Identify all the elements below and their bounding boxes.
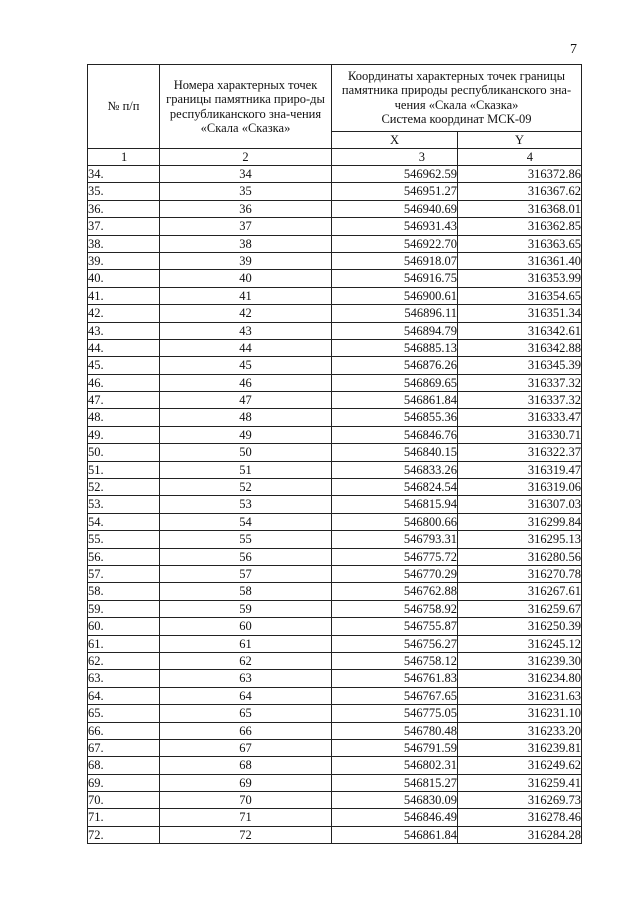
cell-row-number: 48.: [88, 409, 160, 426]
cell-y: 316345.39: [458, 357, 582, 374]
cell-x: 546876.26: [332, 357, 458, 374]
cell-row-number: 63.: [88, 670, 160, 687]
cell-y: 316259.41: [458, 774, 582, 791]
cell-row-number: 50.: [88, 444, 160, 461]
table-row: [88, 792, 582, 809]
table-row: [88, 618, 582, 635]
table-row: [88, 652, 582, 669]
cell-point-number: 37: [160, 218, 332, 235]
cell-row-number: 39.: [88, 252, 160, 269]
cell-row-number: 49.: [88, 426, 160, 443]
cell-row-number: 66.: [88, 722, 160, 739]
cell-x: 546916.75: [332, 270, 458, 287]
cell-x: 546824.54: [332, 479, 458, 496]
header-x: X: [332, 132, 458, 149]
cell-y: 316250.39: [458, 618, 582, 635]
cell-row-number: 54.: [88, 513, 160, 530]
cell-y: 316342.61: [458, 322, 582, 339]
cell-row-number: 62.: [88, 652, 160, 669]
cell-point-number: 67: [160, 739, 332, 756]
cell-y: 316233.20: [458, 722, 582, 739]
cell-x: 546918.07: [332, 252, 458, 269]
cell-x: 546894.79: [332, 322, 458, 339]
table-row: [88, 774, 582, 791]
cell-point-number: 60: [160, 618, 332, 635]
cell-x: 546846.49: [332, 809, 458, 826]
cell-row-number: 35.: [88, 183, 160, 200]
cell-row-number: 65.: [88, 705, 160, 722]
table-row: [88, 548, 582, 565]
table-row: [88, 513, 582, 530]
page-number: 7: [570, 42, 577, 57]
table-row: [88, 496, 582, 513]
cell-point-number: 34: [160, 166, 332, 183]
table-row: [88, 461, 582, 478]
cell-row-number: 52.: [88, 479, 160, 496]
cell-row-number: 53.: [88, 496, 160, 513]
cell-x: 546758.12: [332, 652, 458, 669]
cell-y: 316231.10: [458, 705, 582, 722]
header-coordinates: [332, 65, 582, 132]
cell-row-number: 56.: [88, 548, 160, 565]
cell-y: 316372.86: [458, 166, 582, 183]
cell-y: 316319.47: [458, 461, 582, 478]
cell-x: 546758.92: [332, 600, 458, 617]
cell-point-number: 42: [160, 305, 332, 322]
cell-x: 546840.15: [332, 444, 458, 461]
cell-row-number: 40.: [88, 270, 160, 287]
cell-point-number: 38: [160, 235, 332, 252]
table-row: [88, 670, 582, 687]
table-row: [88, 757, 582, 774]
column-index: 4: [458, 149, 582, 166]
cell-point-number: 68: [160, 757, 332, 774]
table-row: [88, 739, 582, 756]
cell-point-number: 55: [160, 531, 332, 548]
cell-point-number: 62: [160, 652, 332, 669]
cell-y: 316337.32: [458, 374, 582, 391]
cell-point-number: 52: [160, 479, 332, 496]
table-row: [88, 426, 582, 443]
cell-point-number: 40: [160, 270, 332, 287]
cell-x: 546885.13: [332, 339, 458, 356]
table-row: [88, 200, 582, 217]
table-row: [88, 322, 582, 339]
cell-row-number: 47.: [88, 392, 160, 409]
cell-x: 546770.29: [332, 565, 458, 582]
cell-x: 546815.94: [332, 496, 458, 513]
cell-x: 546931.43: [332, 218, 458, 235]
table-row: [88, 565, 582, 582]
cell-y: 316239.30: [458, 652, 582, 669]
cell-row-number: 44.: [88, 339, 160, 356]
cell-x: 546830.09: [332, 792, 458, 809]
cell-y: 316342.88: [458, 339, 582, 356]
cell-x: 546767.65: [332, 687, 458, 704]
cell-row-number: 67.: [88, 739, 160, 756]
cell-y: 316270.78: [458, 565, 582, 582]
cell-point-number: 63: [160, 670, 332, 687]
cell-point-number: 50: [160, 444, 332, 461]
cell-point-number: 48: [160, 409, 332, 426]
cell-y: 316259.67: [458, 600, 582, 617]
cell-y: 316330.71: [458, 426, 582, 443]
cell-point-number: 49: [160, 426, 332, 443]
cell-x: 546900.61: [332, 287, 458, 304]
cell-row-number: 51.: [88, 461, 160, 478]
cell-x: 546762.88: [332, 583, 458, 600]
column-index: 2: [160, 149, 332, 166]
cell-row-number: 59.: [88, 600, 160, 617]
cell-y: 316337.32: [458, 392, 582, 409]
cell-row-number: 43.: [88, 322, 160, 339]
cell-row-number: 57.: [88, 565, 160, 582]
cell-y: 316280.56: [458, 548, 582, 565]
table-row: [88, 287, 582, 304]
header-point-numbers: Номера характерных точек границы памятника приро-ды республиканского зна-чения «Скала «Сказка»: [160, 65, 332, 149]
cell-x: 546775.72: [332, 548, 458, 565]
cell-y: 316322.37: [458, 444, 582, 461]
table-row: [88, 374, 582, 391]
cell-x: 546815.27: [332, 774, 458, 791]
cell-point-number: 53: [160, 496, 332, 513]
cell-row-number: 36.: [88, 200, 160, 217]
cell-x: 546833.26: [332, 461, 458, 478]
cell-row-number: 55.: [88, 531, 160, 548]
cell-y: 316363.65: [458, 235, 582, 252]
cell-row-number: 72.: [88, 826, 160, 843]
table-row: [88, 339, 582, 356]
cell-point-number: 72: [160, 826, 332, 843]
column-index: 1: [88, 149, 160, 166]
cell-x: 546755.87: [332, 618, 458, 635]
cell-row-number: 42.: [88, 305, 160, 322]
cell-row-number: 61.: [88, 635, 160, 652]
cell-y: 316368.01: [458, 200, 582, 217]
cell-y: 316307.03: [458, 496, 582, 513]
cell-row-number: 58.: [88, 583, 160, 600]
table-row: [88, 600, 582, 617]
cell-y: 316351.34: [458, 305, 582, 322]
cell-row-number: 45.: [88, 357, 160, 374]
table-row: [88, 687, 582, 704]
cell-point-number: 45: [160, 357, 332, 374]
cell-row-number: 70.: [88, 792, 160, 809]
table-row: [88, 444, 582, 461]
cell-y: 316362.85: [458, 218, 582, 235]
table-row: [88, 409, 582, 426]
table-row: [88, 809, 582, 826]
cell-row-number: 71.: [88, 809, 160, 826]
cell-row-number: 60.: [88, 618, 160, 635]
cell-x: 546962.59: [332, 166, 458, 183]
table-row: [88, 357, 582, 374]
table-row: [88, 166, 582, 183]
cell-y: 316354.65: [458, 287, 582, 304]
cell-point-number: 59: [160, 600, 332, 617]
cell-point-number: 46: [160, 374, 332, 391]
cell-y: 316361.40: [458, 252, 582, 269]
cell-y: 316295.13: [458, 531, 582, 548]
table-row: [88, 722, 582, 739]
cell-row-number: 69.: [88, 774, 160, 791]
cell-point-number: 47: [160, 392, 332, 409]
cell-y: 316284.28: [458, 826, 582, 843]
column-index: 3: [332, 149, 458, 166]
cell-row-number: 68.: [88, 757, 160, 774]
table-row: [88, 270, 582, 287]
table-row: [88, 583, 582, 600]
cell-y: 316231.63: [458, 687, 582, 704]
cell-point-number: 56: [160, 548, 332, 565]
cell-point-number: 43: [160, 322, 332, 339]
cell-y: 316234.80: [458, 670, 582, 687]
cell-x: 546846.76: [332, 426, 458, 443]
cell-point-number: 57: [160, 565, 332, 582]
cell-x: 546791.59: [332, 739, 458, 756]
table-row: [88, 635, 582, 652]
header-coordinates-title: Координаты характерных точек границы памятника природы республиканского зна-чения «Скала «Сказка»: [341, 69, 572, 112]
cell-point-number: 61: [160, 635, 332, 652]
cell-x: 546861.84: [332, 392, 458, 409]
table-body: [88, 166, 582, 844]
header-y: Y: [458, 132, 582, 149]
cell-y: 316319.06: [458, 479, 582, 496]
cell-x: 546896.11: [332, 305, 458, 322]
table-row: [88, 531, 582, 548]
cell-x: 546922.70: [332, 235, 458, 252]
cell-point-number: 64: [160, 687, 332, 704]
table-row: [88, 392, 582, 409]
table-row: [88, 183, 582, 200]
cell-x: 546800.66: [332, 513, 458, 530]
cell-x: 546802.31: [332, 757, 458, 774]
cell-x: 546861.84: [332, 826, 458, 843]
cell-x: 546756.27: [332, 635, 458, 652]
cell-point-number: 66: [160, 722, 332, 739]
table-row: [88, 252, 582, 269]
table-row: [88, 705, 582, 722]
table-row: [88, 218, 582, 235]
cell-y: 316249.62: [458, 757, 582, 774]
cell-row-number: 41.: [88, 287, 160, 304]
cell-point-number: 70: [160, 792, 332, 809]
cell-point-number: 71: [160, 809, 332, 826]
cell-y: 316278.46: [458, 809, 582, 826]
cell-x: 546951.27: [332, 183, 458, 200]
cell-row-number: 37.: [88, 218, 160, 235]
cell-y: 316269.73: [458, 792, 582, 809]
table-row: [88, 479, 582, 496]
cell-x: 546793.31: [332, 531, 458, 548]
cell-row-number: 34.: [88, 166, 160, 183]
cell-y: 316299.84: [458, 513, 582, 530]
cell-x: 546940.69: [332, 200, 458, 217]
cell-row-number: 38.: [88, 235, 160, 252]
coordinates-table: [87, 64, 582, 844]
cell-point-number: 58: [160, 583, 332, 600]
cell-x: 546780.48: [332, 722, 458, 739]
table-row: [88, 305, 582, 322]
cell-y: 316245.12: [458, 635, 582, 652]
cell-point-number: 36: [160, 200, 332, 217]
header-coordinate-system: Система координат МСК-09: [381, 112, 532, 127]
table-row: [88, 826, 582, 843]
cell-y: 316267.61: [458, 583, 582, 600]
cell-x: 546761.83: [332, 670, 458, 687]
cell-y: 316353.99: [458, 270, 582, 287]
cell-x: 546775.05: [332, 705, 458, 722]
cell-point-number: 35: [160, 183, 332, 200]
cell-x: 546855.36: [332, 409, 458, 426]
cell-y: 316333.47: [458, 409, 582, 426]
cell-x: 546869.65: [332, 374, 458, 391]
cell-point-number: 51: [160, 461, 332, 478]
cell-row-number: 64.: [88, 687, 160, 704]
cell-point-number: 41: [160, 287, 332, 304]
cell-y: 316367.62: [458, 183, 582, 200]
cell-point-number: 54: [160, 513, 332, 530]
cell-point-number: 65: [160, 705, 332, 722]
cell-y: 316239.81: [458, 739, 582, 756]
cell-point-number: 39: [160, 252, 332, 269]
cell-row-number: 46.: [88, 374, 160, 391]
table-row: [88, 235, 582, 252]
cell-point-number: 69: [160, 774, 332, 791]
cell-point-number: 44: [160, 339, 332, 356]
header-row-number: № п/п: [88, 65, 160, 149]
